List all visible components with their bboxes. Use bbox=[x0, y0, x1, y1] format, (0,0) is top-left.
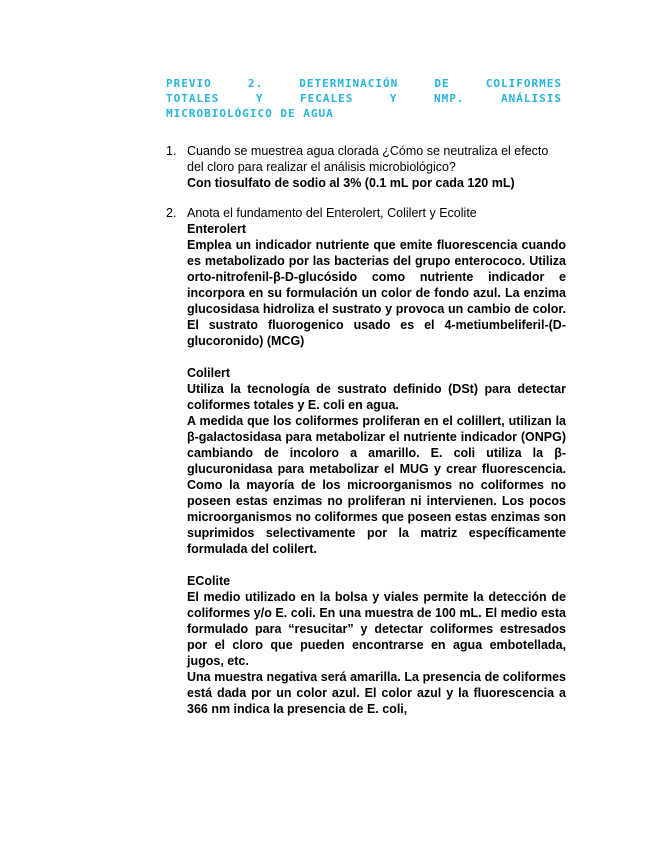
colilert-paragraph-2: A medida que los coliformes proliferan en el colillert, utilizan la β-galactosidasa para metabolizar el nutriente indicador (ONPG) cambiando de incoloro a amarillo. E. coli utiliza la β-glucuronidasa para metabolizar el MUG y crear fluorescencia. Como la mayoría de los microorganismos no coliformes no poseen estas enzimas no proliferan ni intervienen. Los pocos microorganismos no coliformes que poseen estas enzimas son suprimidos selectivamente por la matriz específicamente formulada del colilert. bbox=[187, 414, 566, 556]
enterolert-heading: Enterolert bbox=[187, 222, 247, 236]
ecolite-heading: EColite bbox=[187, 574, 231, 588]
colilert-paragraph-1: Utiliza la tecnología de sustrato definido (DSt) para detectar coliformes totales y E. coli en agua. bbox=[187, 382, 566, 412]
question-1-answer: Con tiosulfato de sodio al 3% (0.1 mL por cada 120 mL) bbox=[187, 176, 515, 190]
enterolert-text: Emplea un indicador nutriente que emite fluorescencia cuando es metabolizado por las bacterias del grupo enterococo. Utiliza orto-nitrofenil-β-D-glucósido como nutriente indicador e incorpora en su formulación un color de fondo azul. La enzima glucosidasa hidroliza el sustrato y provoca un cambio de color. El sustrato fluorogenico usado es el 4-metiumbeliferil-(D-glucoronido) (MCG) bbox=[187, 238, 566, 348]
document-title bbox=[166, 76, 562, 121]
question-1-text-line-2: del cloro para realizar el análisis microbiológico? bbox=[187, 160, 456, 174]
title-line-2: TOTALES Y FECALES Y NMP. ANÁLISIS bbox=[166, 92, 562, 105]
ecolite-paragraph-1: El medio utilizado en la bolsa y viales permite la detección de coliformes y/o E. coli. En una muestra de 100 mL. El medio esta formulado para “resucitar” y detectar coliformes estresados por el cloro que pueden encontrarse en agua embotellada, jugos, etc. bbox=[187, 590, 566, 668]
question-1-text-line-1: Cuando se muestrea agua clorada ¿Cómo se neutraliza el efecto bbox=[187, 144, 549, 158]
colilert-heading: Colilert bbox=[187, 366, 231, 380]
question-2-text: Anota el fundamento del Enterolert, Colilert y Ecolite bbox=[187, 206, 477, 220]
question-1 bbox=[166, 143, 566, 191]
title-line-1: PREVIO 2. DETERMINACIÓN DE COLIFORMES bbox=[166, 77, 562, 90]
question-2 bbox=[166, 205, 566, 717]
question-1-number: 1. bbox=[166, 144, 177, 158]
ecolite-paragraph-2: Una muestra negativa será amarilla. La presencia de coliformes está dada por un color azul. El color azul y la fluorescencia a 366 nm indica la presencia de E. coli, bbox=[187, 670, 566, 716]
title-line-3: MICROBIOLÓGICO DE AGUA bbox=[166, 107, 334, 120]
question-2-number: 2. bbox=[166, 206, 177, 220]
